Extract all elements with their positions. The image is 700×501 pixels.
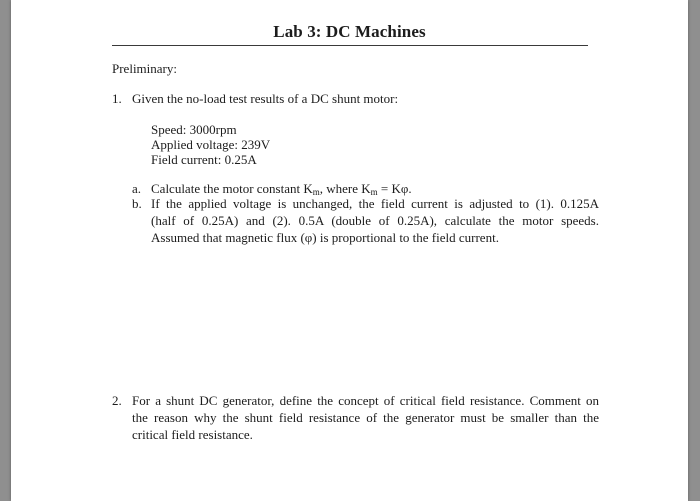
- part-b-line-1: If the applied voltage is unchanged, the field current is adjusted to (1). 0.125A: [151, 196, 599, 211]
- question-2-paragraph: [132, 392, 599, 443]
- title-underline: [112, 45, 588, 46]
- part-a-subscript-2: m: [370, 187, 378, 197]
- part-b-line-3: Assumed that magnetic flux (φ) is proportional to the field current.: [151, 230, 499, 245]
- question-2-line-2: the reason why the shunt field resistance of the generator must be smaller than the: [132, 410, 599, 425]
- question-2-line-1: For a shunt DC generator, define the concept of critical field resistance. Comment on: [132, 393, 599, 408]
- part-b-line-2: (half of 0.25A) and (2). 0.5A (double of 0.25A), calculate the motor speeds.: [151, 213, 599, 228]
- test-data-voltage: Applied voltage: 239V: [151, 137, 271, 152]
- part-a-text-before: Calculate the motor constant K: [151, 181, 313, 196]
- question-1-intro: Given the no-load test results of a DC shunt motor:: [132, 91, 399, 106]
- section-heading: Preliminary:: [112, 61, 177, 76]
- document-page: [11, 0, 688, 501]
- part-a-text-mid: , where K: [319, 181, 371, 196]
- part-a-label: a.: [132, 181, 142, 196]
- test-data-speed: Speed: 3000rpm: [151, 122, 237, 137]
- test-data-field-current: Field current: 0.25A: [151, 152, 257, 167]
- part-a-subscript-1: m: [312, 187, 320, 197]
- part-b-label: b.: [132, 196, 142, 211]
- page-title: Lab 3: DC Machines: [273, 22, 426, 41]
- question-1-number: 1.: [112, 91, 122, 106]
- part-a-text-after: = Kφ.: [377, 181, 412, 196]
- question-2-line-3: critical field resistance.: [132, 427, 253, 442]
- question-2-number: 2.: [112, 393, 122, 408]
- part-b-paragraph: [151, 195, 599, 246]
